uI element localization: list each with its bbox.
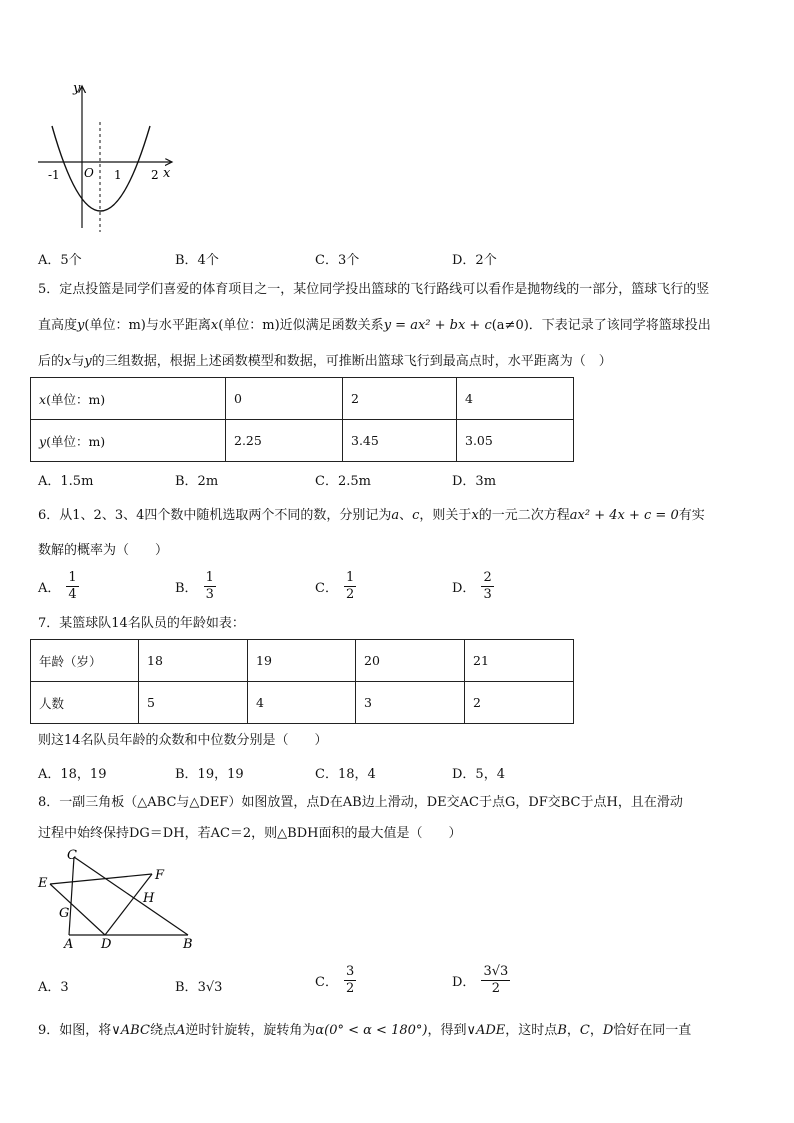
q5-stem-line3 bbox=[38, 352, 612, 372]
point-label-a: A bbox=[64, 937, 74, 952]
q5-options bbox=[38, 470, 758, 492]
q6-option-d[interactable]: D． $\frac{2}{3}$ bbox=[452, 570, 492, 602]
table-cell: 3.05 bbox=[457, 420, 574, 462]
q6-var-x: x bbox=[471, 508, 479, 523]
y-axis-label: y bbox=[73, 81, 81, 96]
q9-text: ，得到∨ bbox=[427, 1023, 476, 1038]
q7-options bbox=[38, 763, 758, 785]
table-cell: 2 bbox=[343, 378, 457, 420]
q5-text: 后的 bbox=[38, 354, 65, 369]
q4-option-b[interactable]: B．4个 bbox=[175, 253, 219, 268]
q9-point-b: B bbox=[557, 1023, 567, 1038]
q6-text: 6．从1、2、3、4四个数中随机选取两个不同的数，分别记为 bbox=[38, 508, 392, 523]
table-cell: 20 bbox=[356, 640, 465, 682]
q8-option-b[interactable]: B．3√3 bbox=[175, 980, 223, 995]
q5-text: (单位：m)与水平距离 bbox=[84, 318, 211, 333]
q8-option-c[interactable]: C． $\frac{3}{2}$ bbox=[315, 964, 355, 996]
q6-option-b[interactable]: B． $\frac{1}{3}$ bbox=[175, 570, 214, 602]
q9-point-c: C bbox=[579, 1023, 590, 1038]
q5-condition: (a≠0) bbox=[491, 318, 529, 333]
table-cell: 2.25 bbox=[226, 420, 343, 462]
q6-text: 、 bbox=[399, 508, 413, 523]
q6-equation: ax² + 4x + c = 0 bbox=[569, 508, 679, 523]
point-label-e: E bbox=[38, 876, 48, 891]
point-label-g: G bbox=[59, 906, 70, 921]
point-label-h: H bbox=[143, 891, 155, 906]
table-cell: 3.45 bbox=[343, 420, 457, 462]
q8-option-a[interactable]: A．3 bbox=[38, 980, 69, 995]
fraction: $\frac{1}{3}$ bbox=[205, 570, 214, 602]
q8-option-d[interactable]: D． $\frac{3√3}{2}$ bbox=[452, 964, 509, 996]
table-cell: x(单位：m) bbox=[31, 378, 226, 420]
point-label-b: B bbox=[183, 937, 193, 952]
q9-triangle-ade: ADE bbox=[475, 1023, 506, 1038]
q6-stem-line1 bbox=[38, 506, 705, 526]
x-axis-label: x bbox=[163, 166, 171, 181]
q5-text: 的三组数据，根据上述函数模型和数据，可推断出篮球飞行到最高点时，水平距离为（ ） bbox=[91, 354, 612, 369]
fraction: $\frac{1}{4}$ bbox=[68, 570, 77, 602]
table-cell: 19 bbox=[248, 640, 356, 682]
q9-text: 恰好在同一直 bbox=[613, 1023, 692, 1038]
q5-text: 直高度 bbox=[38, 318, 78, 333]
fraction: $\frac{3}{2}$ bbox=[345, 964, 355, 996]
q8-options bbox=[38, 964, 758, 1008]
table-cell: 2 bbox=[465, 682, 574, 724]
fraction: $\frac{3√3}{2}$ bbox=[483, 964, 509, 996]
q7-question: 则这14名队员年龄的众数和中位数分别是（ ） bbox=[38, 733, 328, 748]
q5-option-b[interactable]: B．2m bbox=[175, 474, 219, 489]
q5-option-c[interactable]: C．2.5m bbox=[315, 474, 371, 489]
q9-text: ， bbox=[589, 1023, 603, 1038]
table-cell: 21 bbox=[465, 640, 574, 682]
parabola-graph bbox=[30, 78, 180, 238]
q4-options bbox=[38, 249, 758, 271]
q5-stem-line1: 5．定点投篮是同学们喜爱的体育项目之一，某位同学投出篮球的飞行路线可以看作是抛物线的一部分，篮球飞行的竖 bbox=[38, 282, 710, 297]
q5-stem-line2 bbox=[38, 316, 711, 336]
q7-option-c[interactable]: C．18，4 bbox=[315, 767, 376, 782]
table-row bbox=[31, 640, 574, 682]
q6-stem-line2: 数解的概率为（ ） bbox=[38, 543, 169, 558]
q5-var-y: y bbox=[77, 318, 85, 333]
q7-option-b[interactable]: B．19，19 bbox=[175, 767, 244, 782]
q5-option-a[interactable]: A．1.5m bbox=[38, 474, 94, 489]
q6-text: ，则关于 bbox=[419, 508, 472, 523]
table-row bbox=[31, 378, 574, 420]
fraction: $\frac{1}{2}$ bbox=[345, 570, 355, 602]
q4-option-c[interactable]: C．3个 bbox=[315, 253, 360, 268]
q5-var-x: x bbox=[210, 318, 219, 333]
q9-rotation-angle: α(0° < α < 180°) bbox=[315, 1023, 428, 1038]
table-cell: 4 bbox=[457, 378, 574, 420]
point-label-d: D bbox=[101, 937, 112, 952]
q6-option-c[interactable]: C． $\frac{1}{2}$ bbox=[315, 570, 355, 602]
q6-var-c: c bbox=[412, 508, 420, 523]
q9-triangle-abc: ABC bbox=[120, 1023, 150, 1038]
q5-option-d[interactable]: D．3m bbox=[452, 474, 497, 489]
fraction: $\frac{2}{3}$ bbox=[483, 570, 492, 602]
q8-stem-line1: 8．一副三角板（△ABC与△DEF）如图放置，点D在AB边上滑动，DE交AC于点G，DF交BC于点H，且在滑动 bbox=[38, 795, 683, 810]
q9-text: 绕点 bbox=[149, 1023, 176, 1038]
q5-text: ．下表记录了该同学将篮球投出 bbox=[528, 318, 711, 333]
tick-label-neg1: -1 bbox=[48, 168, 60, 182]
table-row bbox=[31, 420, 574, 462]
table-cell: 人数 bbox=[31, 682, 139, 724]
q5-text: (单位：m)近似满足函数关系 bbox=[218, 318, 384, 333]
table-cell: 18 bbox=[139, 640, 248, 682]
q7-age-table bbox=[30, 639, 574, 724]
q9-text: ，这时点 bbox=[505, 1023, 558, 1038]
origin-label: O bbox=[84, 166, 94, 180]
q6-var-a: a bbox=[391, 508, 400, 523]
q5-var-y: y bbox=[84, 354, 92, 369]
q9-point-a: A bbox=[175, 1023, 186, 1038]
point-label-c: C bbox=[67, 848, 77, 863]
q7-option-a[interactable]: A．18，19 bbox=[38, 767, 107, 782]
table-row bbox=[31, 682, 574, 724]
q8-stem-line2: 过程中始终保持DG＝DH，若AC＝2，则△BDH面积的最大值是（ ） bbox=[38, 826, 462, 841]
table-cell: 5 bbox=[139, 682, 248, 724]
table-cell: 年龄（岁） bbox=[31, 640, 139, 682]
table-cell: 3 bbox=[356, 682, 465, 724]
q5-function-formula: y = ax² + bx + c bbox=[383, 318, 492, 333]
q5-data-table bbox=[30, 377, 574, 462]
q6-text: 有实 bbox=[678, 508, 705, 523]
point-label-f: F bbox=[155, 868, 165, 883]
q9-point-d: D bbox=[602, 1023, 614, 1038]
q4-option-d[interactable]: D．2个 bbox=[452, 253, 497, 268]
q6-option-a[interactable]: A． $\frac{1}{4}$ bbox=[38, 570, 77, 602]
q9-text: 逆时针旋转，旋转角为 bbox=[185, 1023, 316, 1038]
table-cell: 4 bbox=[248, 682, 356, 724]
table-cell: 0 bbox=[226, 378, 343, 420]
q7-option-d[interactable]: D．5，4 bbox=[452, 767, 505, 782]
q9-text: 9．如图，将∨ bbox=[38, 1023, 121, 1038]
table-cell: y(单位：m) bbox=[31, 420, 226, 462]
q6-text: 的一元二次方程 bbox=[478, 508, 570, 523]
triangle-figure bbox=[30, 845, 200, 955]
q5-var-x: x bbox=[64, 354, 72, 369]
parabola-curve bbox=[52, 126, 150, 211]
q9-stem bbox=[38, 1021, 691, 1041]
tick-label-1: 1 bbox=[114, 168, 122, 182]
q7-stem: 7．某篮球队14名队员的年龄如表： bbox=[38, 616, 245, 631]
q5-text: 与 bbox=[71, 354, 85, 369]
q6-options bbox=[38, 570, 758, 610]
tick-label-2: 2 bbox=[151, 168, 159, 182]
q9-text: ， bbox=[566, 1023, 580, 1038]
q4-option-a[interactable]: A．5个 bbox=[38, 253, 82, 268]
